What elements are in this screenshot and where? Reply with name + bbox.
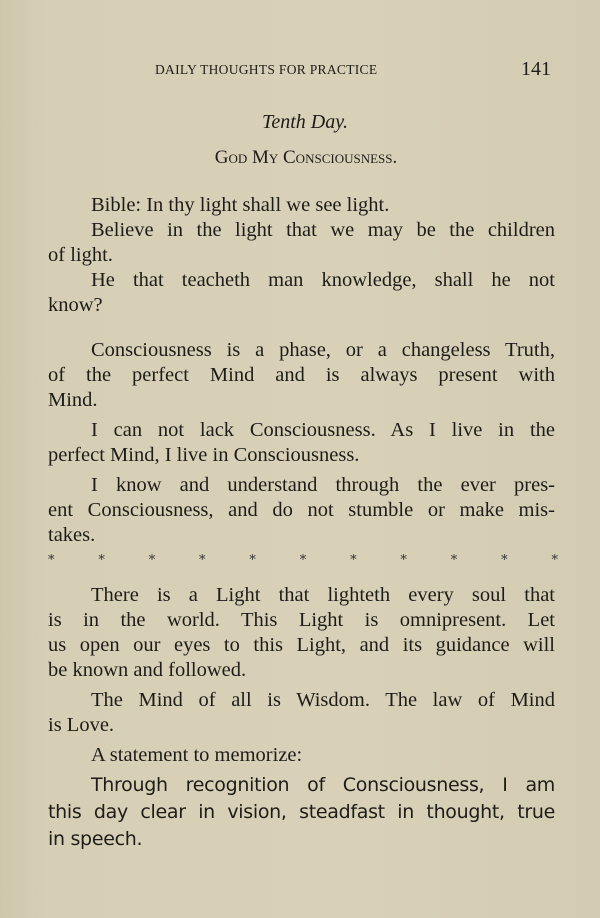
asterisk: * [249,553,256,568]
text-line: takes. [48,524,96,546]
chapter-subtitle: God My Consciousness. [214,147,398,168]
text-line: Consciousness is a phase, or a changeless Truth, [91,339,555,361]
text-line: us open our eyes to this Light, and its guidance will [48,634,555,656]
text-line: I know and understand through the ever pres- [91,474,555,496]
asterisk: * [299,553,307,568]
section-separator [48,553,558,568]
asterisk: * [551,553,558,568]
asterisk: * [148,553,156,568]
asterisk: * [199,553,206,568]
asterisk: * [98,553,105,568]
text-line: is in the world. This Light is omnipresent. Let [48,609,555,631]
text-line: There is a Light that lighteth every soul that [91,584,555,606]
asterisk: * [450,553,458,568]
text-line: A statement to memorize: [91,744,303,766]
asterisk: * [501,553,508,568]
text-line: ent Consciousness, and do not stumble or make mis- [48,499,555,521]
text-line: of the perfect Mind and is always present with [48,364,555,386]
text-line: of light. [48,244,113,266]
text-line: The Mind of all is Wisdom. The law of Mind [91,689,555,711]
text-line: Bible: In thy light shall we see light. [91,194,390,216]
text-line: I can not lack Consciousness. As I live in the [91,419,555,441]
text-line: Mind. [48,389,98,411]
text-line: know? [48,294,103,316]
asterisk: * [400,553,407,568]
chapter-title: Tenth Day. [262,111,348,133]
text-line: in speech. [48,828,143,850]
text-line: Through recognition of Consciousness, I am [91,774,555,796]
running-title: DAILY THOUGHTS FOR PRACTICE [155,62,378,77]
text-line: perfect Mind, I live in Consciousness. [48,444,360,466]
text-line: Believe in the light that we may be the children [91,219,555,241]
page-number: 141 [521,58,551,80]
text-line: He that teacheth man knowledge, shall he not [91,269,555,291]
text-line: this day clear in vision, steadfast in thought, true [48,801,555,823]
text-line: be known and followed. [48,659,247,681]
asterisk: * [48,553,55,568]
asterisk: * [350,553,357,568]
text-line: is Love. [48,714,115,736]
